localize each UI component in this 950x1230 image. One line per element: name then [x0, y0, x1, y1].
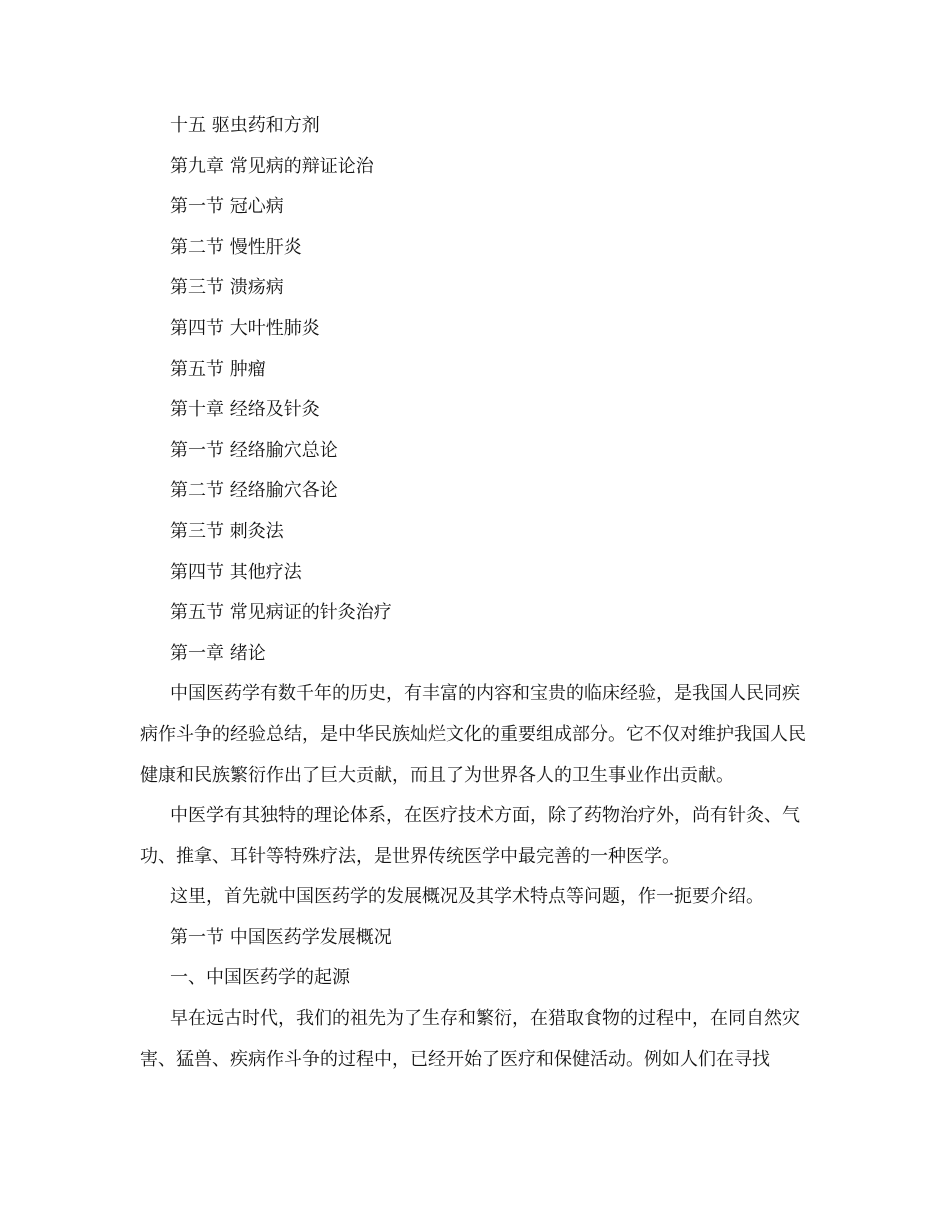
outline-item: 第二节 慢性肝炎	[170, 236, 302, 258]
outline-item: 第五节 肿瘤	[170, 358, 266, 380]
section-title: 第一节 中国医药学发展概况	[170, 926, 392, 948]
body-paragraph: 这里，首先就中国医药学的发展概况及其学术特点等问题，作一扼要介绍。	[170, 886, 764, 908]
body-paragraph: 早在远古时代，我们的祖先为了生存和繁衍，在猎取食物的过程中，在同自然灾害、猛兽、疾病作斗争的过程中，已经开始了医疗和保健活动。例如人们在寻找	[140, 1008, 800, 1070]
outline-item: 第四节 其他疗法	[170, 561, 302, 583]
outline-item: 第一节 冠心病	[170, 196, 284, 218]
body-paragraph: 中国医药学有数千年的历史，有丰富的内容和宝贵的临床经验，是我国人民同疾病作斗争的经验总结，是中华民族灿烂文化的重要组成部分。它不仅对维护我国人民健康和民族繁衍作出了巨大贡献，而且了为世界各人的卫生事业作出贡献。	[140, 683, 806, 786]
document-body	[140, 106, 812, 1080]
outline-item: 第二节 经络腧穴各论	[170, 480, 338, 502]
outline-item: 第三节 溃疡病	[170, 277, 284, 299]
outline-item: 第三节 刺灸法	[170, 520, 284, 542]
outline-item: 第十章 经络及针灸	[170, 399, 320, 421]
outline-item: 十五 驱虫药和方剂	[170, 115, 320, 136]
outline-item: 第九章 常见病的辩证论治	[170, 155, 374, 177]
body-paragraph: 中医学有其独特的理论体系，在医疗技术方面，除了药物治疗外，尚有针灸、气功、推拿、耳针等特殊疗法，是世界传统医学中最完善的一种医学。	[140, 805, 800, 867]
outline-item: 第四节 大叶性肺炎	[170, 317, 320, 339]
outline-item: 第一节 经络腧穴总论	[170, 439, 338, 461]
outline-item: 第五节 常见病证的针灸治疗	[170, 602, 392, 624]
subsection-title: 一、中国医药学的起源	[170, 967, 350, 989]
chapter-title: 第一章 绪论	[170, 642, 266, 664]
